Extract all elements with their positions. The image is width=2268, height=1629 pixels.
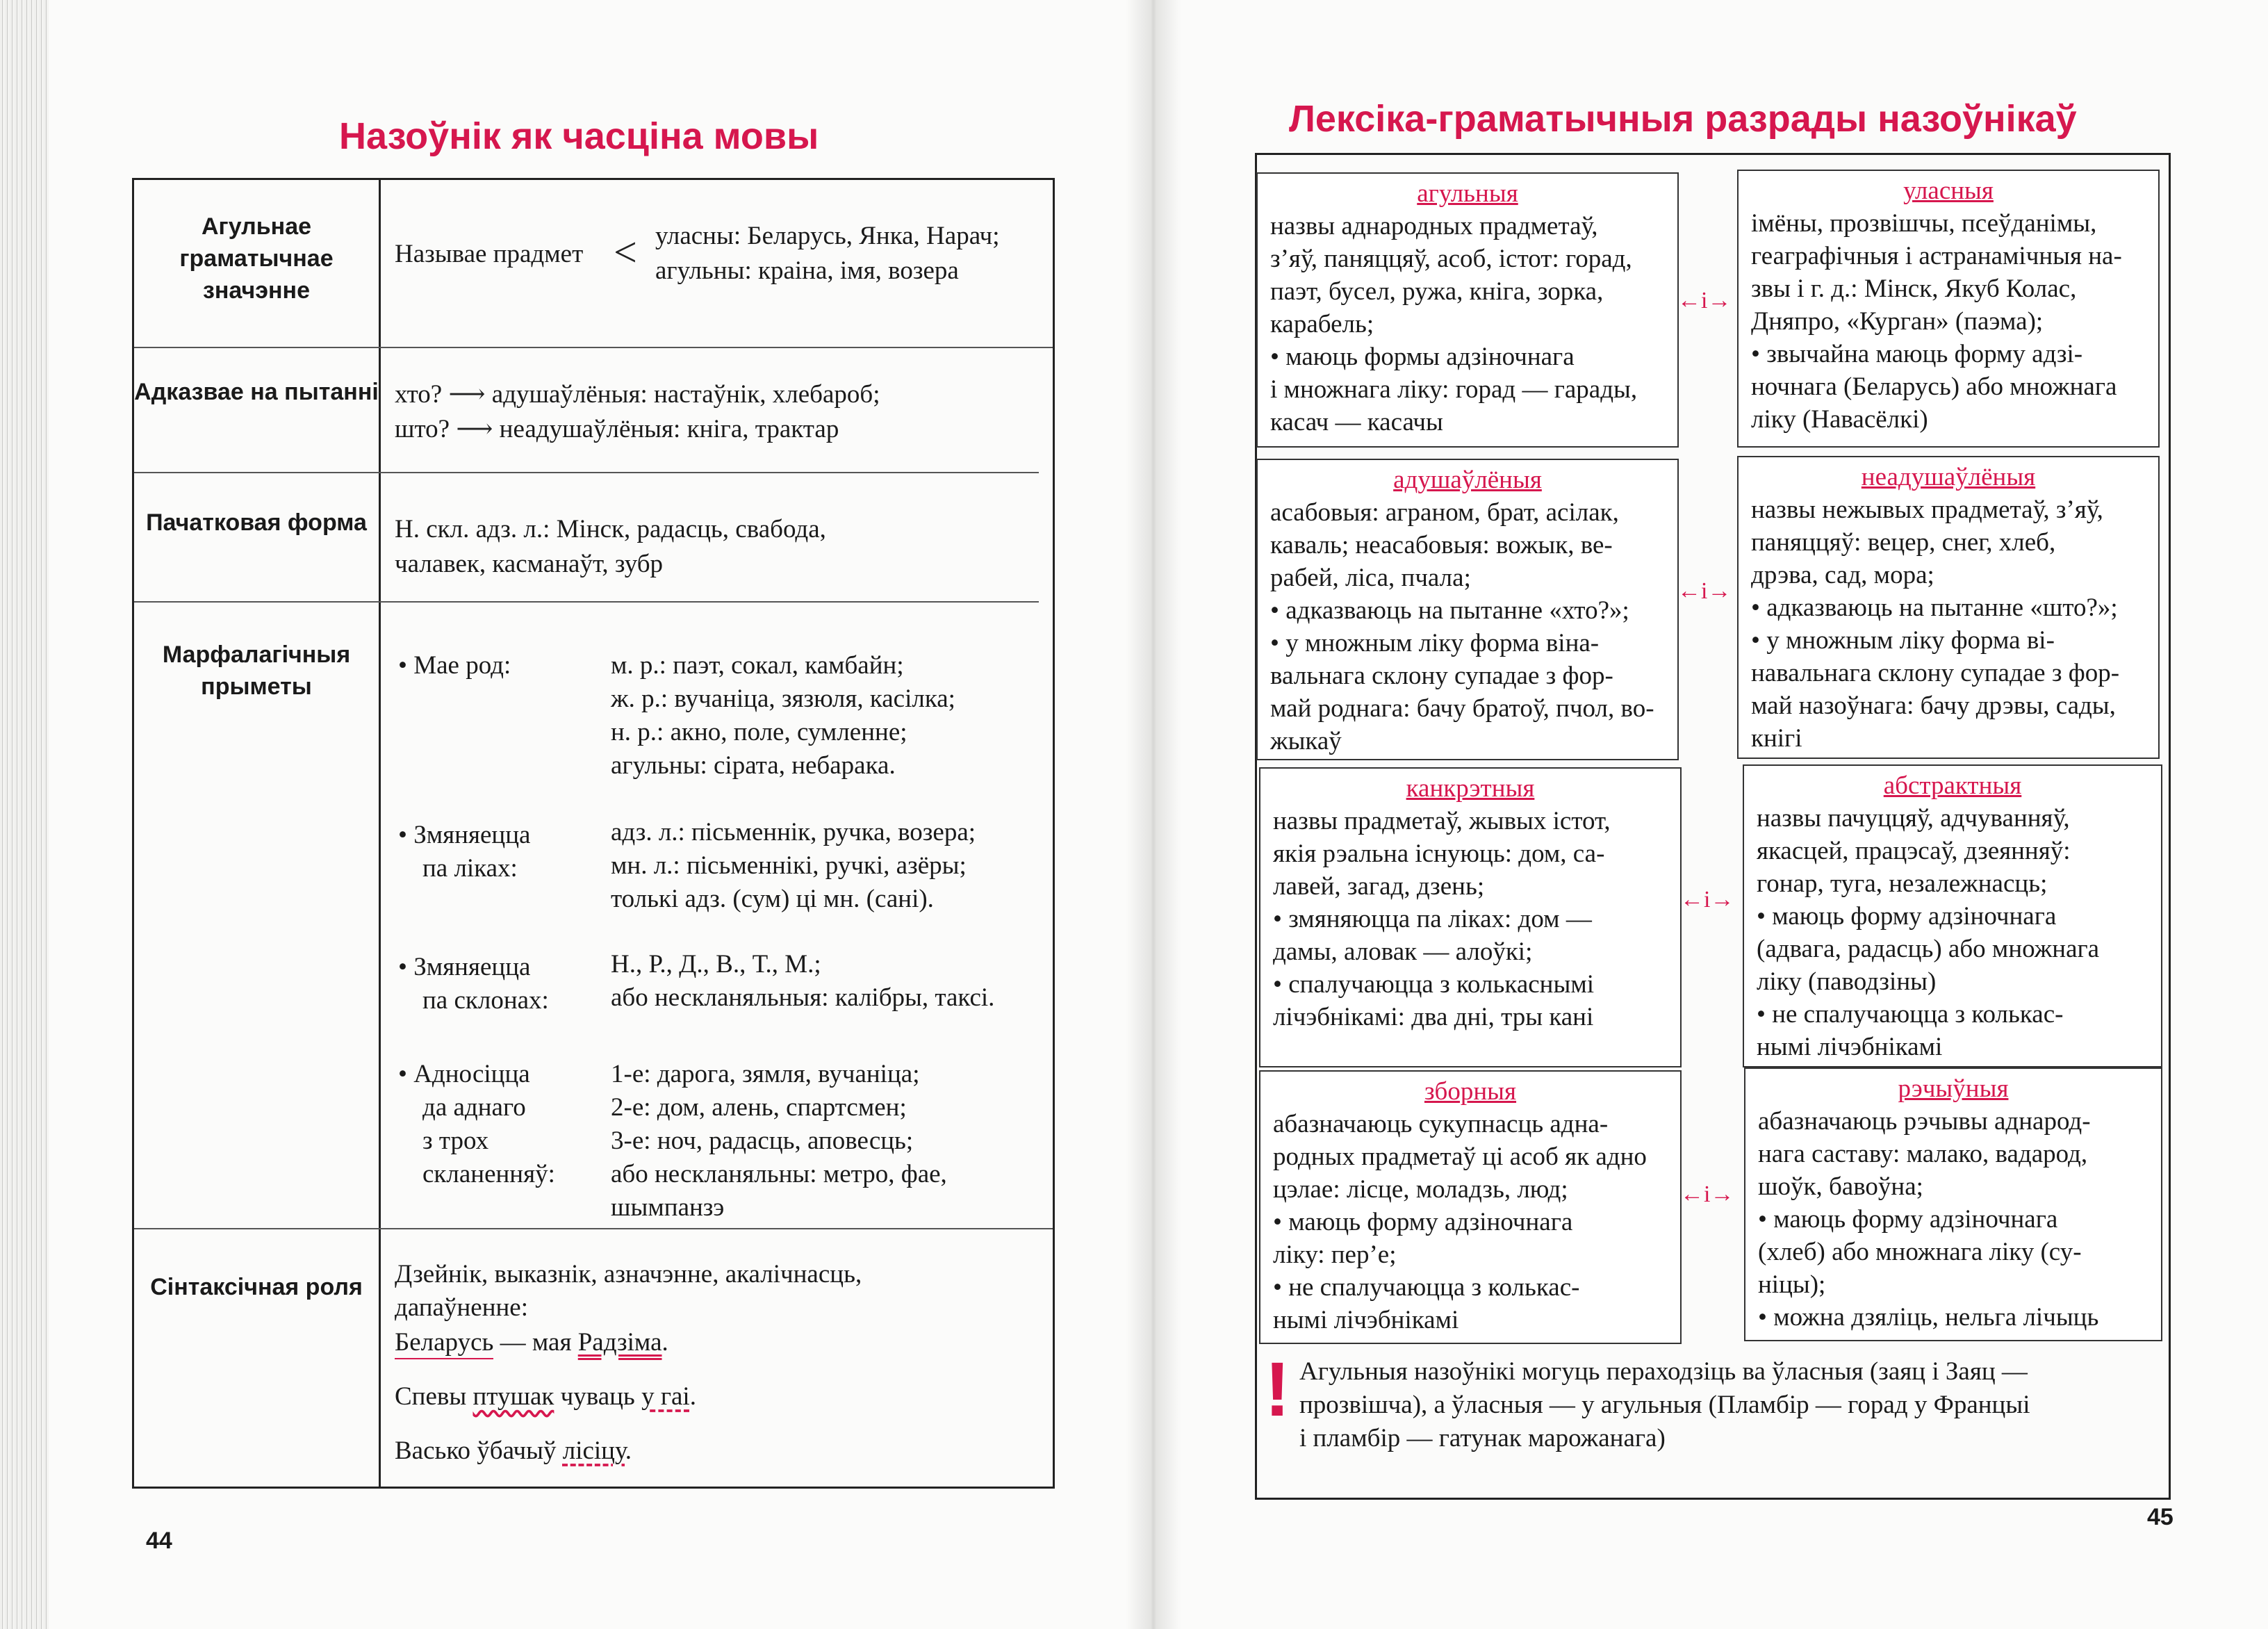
morph-head: • Адносіцца xyxy=(398,1060,530,1088)
category-box-concrete: канкрэтныя назвы прадметаў, жывых істот, якія рэальна існуюць: дом, са- лавей, загад, дзень; • змяняюцца па ліках: дом — дамы, аловак — алоўкі; • спалучаюцца з колькаснымі лічэбнікамі: два дні, тры кані xyxy=(1259,767,1682,1067)
box-line: карабель; xyxy=(1270,310,1374,338)
box-line: лавей, загад, дзень; xyxy=(1273,872,1485,901)
box-line: май роднага: бачу братоў, пчол, во- xyxy=(1270,694,1654,723)
box-line: каваль; неасабовыя: вожык, ве- xyxy=(1270,531,1613,559)
row-divider xyxy=(134,1228,1053,1229)
box-line: рабей, ліса, пчала; xyxy=(1270,564,1471,592)
split-arrow-icon: < xyxy=(614,229,637,275)
table-column-divider xyxy=(379,180,381,1487)
noun-properties-table xyxy=(132,178,1055,1489)
morph-head: • Мае род: xyxy=(398,651,511,680)
box-line: асабовыя: аграном, брат, асілак, xyxy=(1270,498,1619,527)
morph-line: агульны: сірата, небарака. xyxy=(611,751,896,780)
row-divider xyxy=(134,472,1039,473)
box-line: • маюць формы адзіночнага xyxy=(1270,343,1575,371)
question-line: хто? ⟶ адушаўлёныя: настаўнік, хлебароб; xyxy=(395,380,880,409)
morph-line: ж. р.: вучаніца, зязюля, касілка; xyxy=(611,685,955,713)
row-label-initial-form: Пачатковая форма xyxy=(146,509,367,536)
box-line: Дняпро, «Курган» (паэма); xyxy=(1751,307,2044,336)
category-box-common: агульныя назвы аднародных прадметаў, з’яў, паняццяў, асоб, істот: горад, паэт, бусел, ружа, кніга, зорка, карабель; • маюць формы адзіночнага і множнага ліку: горад — гарады, касач — касачы xyxy=(1256,172,1679,448)
category-box-animate: адушаўлёныя асабовыя: аграном, брат, асілак, каваль; неасабовыя: вожык, ве- рабей, ліса, пчала; • адказваюць на пытанне «хто?»; • у множным ліку форма віна- вальнага склону супадае з фор- май роднага: бачу братоў, пчол, во- жыкаў xyxy=(1256,459,1679,760)
arrow-right-icon: ⟶ xyxy=(456,415,493,443)
connector-arrows: ←і→ xyxy=(1680,887,1734,912)
box-line: цэлае: лісце, моладзь, люд; xyxy=(1273,1175,1568,1204)
box-line: вальнага склону супадае з фор- xyxy=(1270,662,1613,690)
category-box-abstract: абстрактныя назвы пачуццяў, адчуванняў, якасцей, працэсаў, дзеянняў: гонар, туга, незалежнасць; • маюць форму адзіночнага (адвага, радасць) або множнага ліку (паводзіны) • не спалучаюцца з колькас- нымі лічэбнікамі xyxy=(1743,764,2162,1067)
box-line: (хлеб) або множнага ліку (су- xyxy=(1758,1238,2082,1266)
row-divider xyxy=(134,601,1039,603)
box-line: нага саставу: малако, вадарод, xyxy=(1758,1140,2088,1168)
syntax-line: дапаўненне: xyxy=(395,1293,529,1322)
connector-arrows: ←і→ xyxy=(1677,578,1732,604)
connector-arrows: ←і→ xyxy=(1677,288,1732,313)
box-line: імёны, прозвішчы, псеўданімы, xyxy=(1751,209,2097,238)
connector-arrows: ←і→ xyxy=(1680,1181,1734,1207)
page-edges xyxy=(0,0,49,1629)
box-line: жыкаў xyxy=(1270,727,1342,755)
box-line: • у множным ліку форма віна- xyxy=(1270,629,1600,657)
box-line: з’яў, паняццяў, асоб, істот: горад, xyxy=(1270,245,1632,273)
initial-line: Н. скл. адз. л.: Мінск, радасць, свабода, xyxy=(395,515,826,543)
meaning-line: уласны: Беларусь, Янка, Нарач; xyxy=(655,222,1000,250)
box-line: назвы пачуццяў, адчуванняў, xyxy=(1757,804,2070,833)
box-line: ночнага (Беларусь) або множнага xyxy=(1751,373,2117,401)
box-line: • маюць форму адзіночнага xyxy=(1757,902,2057,931)
box-line: абазначаюць рэчывы аднарод- xyxy=(1758,1107,2091,1136)
question-line: што? ⟶ неадушаўлёныя: кніга, трактар xyxy=(395,415,839,443)
box-line: • змяняюцца па ліках: дом — xyxy=(1273,905,1592,933)
morph-head: з трох xyxy=(422,1127,489,1155)
right-page-number: 45 xyxy=(2147,1504,2174,1530)
meaning-lead: Называе прадмет xyxy=(395,240,584,268)
arrow-right-icon: ⟶ xyxy=(448,380,486,409)
syntax-line: Дзейнік, выказнік, азначэнне, акалічнасць, xyxy=(395,1260,862,1288)
box-line: • адказваюць на пытанне «хто?»; xyxy=(1270,596,1629,625)
category-box-proper: уласныя імёны, прозвішчы, псеўданімы, геаграфічныя і астранамічныя на- звы і г. д.: Мінск, Якуб Колас, Дняпро, «Курган» (паэма); • звычайна маюць форму адзі- ночнага (Беларусь) або множнага ліку (Навасёлкі) xyxy=(1737,170,2160,448)
box-line: лічэбнікамі: два дні, тры кані xyxy=(1273,1003,1594,1031)
syntax-example-2: Спевы птушак чуваць у гаі. xyxy=(395,1382,696,1411)
left-page-title: Назоўнік як часціна мовы xyxy=(339,115,819,157)
box-line: назвы аднародных прадметаў, xyxy=(1270,212,1598,240)
left-page-number: 44 xyxy=(146,1528,172,1554)
box-line: ліку (паводзіны) xyxy=(1757,967,1937,996)
box-line: • не спалучаюцца з колькас- xyxy=(1273,1273,1580,1302)
box-line: звы і г. д.: Мінск, Якуб Колас, xyxy=(1751,275,2077,303)
box-line: дамы, аловак — алоўкі; xyxy=(1273,938,1533,966)
box-line: ніцы); xyxy=(1758,1270,1826,1299)
morph-line: мн. л.: пісьменнікі, ручкі, азёры; xyxy=(611,851,967,880)
box-line: • спалучаюцца з колькаснымі xyxy=(1273,970,1595,999)
box-line: • звычайна маюць форму адзі- xyxy=(1751,340,2083,368)
morph-line: м. р.: паэт, сокал, камбайн; xyxy=(611,651,904,680)
meaning-line: агульны: краіна, імя, возера xyxy=(655,256,959,285)
morph-line: толькі адз. (сум) ці мн. (сані). xyxy=(611,885,934,913)
box-line: май назоўнага: бачу дрэвы, сады, xyxy=(1751,691,2116,720)
right-page-title: Лексіка-граматычныя разрады назоўнікаў xyxy=(1289,98,2077,140)
box-line: • у множным ліку форма ві- xyxy=(1751,626,2055,655)
box-line: • можна дзяліць, нельга лічыць xyxy=(1758,1303,2099,1332)
box-line: гонар, туга, незалежнасць; xyxy=(1757,869,2048,898)
box-line: ліку (Навасёлкі) xyxy=(1751,405,1928,434)
box-line: • не спалучаюцца з колькас- xyxy=(1757,1000,2064,1029)
row-label-meaning: Агульнае граматычнае значэнне xyxy=(179,213,334,304)
box-line: і множнага ліку: горад — гарады, xyxy=(1270,375,1638,404)
note-text: Агульныя назоўнікі могуць пераходзіць ва ўласныя (заяц і Заяц — прозвішча), а ўласныя — у агульныя (Пламбір — горад у Францыі і пламбір — гатунак марожанага) xyxy=(1299,1357,2030,1452)
box-line: нымі лічэбнікамі xyxy=(1273,1306,1459,1334)
morph-head: • Змяняецца xyxy=(398,821,531,849)
box-line: кнігі xyxy=(1751,724,1802,753)
row-label-question: Адказвае на пытанні xyxy=(134,379,379,405)
category-box-material: рэчыўныя абазначаюць рэчывы аднарод- нага саставу: малако, вадарод, шоўк, бавоўна; • маюць форму адзіночнага (хлеб) або множнага ліку (су- ніцы); • можна дзяліць, нельга лічыць xyxy=(1744,1067,2162,1341)
initial-line: чалавек, касманаўт, зубр xyxy=(395,550,664,578)
morph-head: па склонах: xyxy=(422,986,549,1015)
box-line: паэт, бусел, ружа, кніга, зорка, xyxy=(1270,277,1604,306)
box-line: геаграфічныя і астранамічныя на- xyxy=(1751,242,2122,270)
morph-line: адз. л.: пісьменнік, ручка, возера; xyxy=(611,818,976,846)
box-line: навальнага склону супадае з фор- xyxy=(1751,659,2120,687)
book-gutter xyxy=(1126,0,1181,1629)
box-line: назвы нежывых прадметаў, з’яў, xyxy=(1751,496,2103,524)
box-line: нымі лічэбнікамі xyxy=(1757,1033,1943,1061)
box-line: • адказваюць на пытанне «што?»; xyxy=(1751,594,2118,622)
box-line: назвы прадметаў, жывых істот, xyxy=(1273,807,1611,835)
morph-line: 3-е: ноч, радасць, аповесць; xyxy=(611,1127,914,1155)
morph-head: па ліках: xyxy=(422,854,518,883)
box-line: якасцей, працэсаў, дзеянняў: xyxy=(1757,837,2071,865)
box-line: дрэва, сад, мора; xyxy=(1751,561,1934,589)
row-label-morphology: Марфалагічныя прыметы xyxy=(162,641,351,700)
morph-line: або нескланяльныя: калібры, таксі. xyxy=(611,983,995,1012)
morph-head: • Змяняецца xyxy=(398,953,531,981)
morph-line: н. р.: акно, поле, сумленне; xyxy=(611,718,907,746)
morph-line: Н., Р., Д., В., Т., М.; xyxy=(611,950,821,979)
box-line: • маюць форму адзіночнага xyxy=(1758,1205,2058,1234)
box-line: якія рэальна існуюць: дом, са- xyxy=(1273,840,1605,868)
morph-line: 1-е: дарога, зямля, вучаніца; xyxy=(611,1060,920,1088)
morph-head: скланенняў: xyxy=(422,1160,555,1188)
row-label-syntax: Сінтаксічная роля xyxy=(150,1274,363,1300)
box-line: • маюць форму адзіночнага xyxy=(1273,1208,1573,1236)
box-line: паняццяў: вецер, снег, хлеб, xyxy=(1751,528,2056,557)
category-box-collective: зборныя абазначаюць сукупнасць адна- родных прадметаў ці асоб як адно цэлае: лісце, моладзь, люд; • маюць форму адзіночнага ліку: пер’е; • не спалучаюцца з колькас- нымі лічэбнікамі xyxy=(1259,1070,1682,1344)
box-line: (адвага, радасць) або множнага xyxy=(1757,935,2100,963)
row-divider xyxy=(134,347,1053,348)
morph-line: 2-е: дом, алень, спартсмен; xyxy=(611,1093,907,1122)
syntax-example-3: Васько ўбачыў лісіцу. xyxy=(395,1436,632,1465)
morph-line: шымпанзэ xyxy=(611,1193,725,1222)
box-line: родных прадметаў ці асоб як адно xyxy=(1273,1143,1647,1171)
morph-line: або нескланяльны: метро, фае, xyxy=(611,1160,947,1188)
category-box-inanimate: неадушаўлёныя назвы нежывых прадметаў, з’яў, паняццяў: вецер, снег, хлеб, дрэва, сад, мора; • адказваюць на пытанне «што?»; • у множным ліку форма ві- навальнага склону супадае з фор- май назоўнага: бачу дрэвы, сады, кнігі xyxy=(1737,456,2160,759)
exclamation-icon: ! xyxy=(1265,1347,1290,1432)
box-line: абазначаюць сукупнасць адна- xyxy=(1273,1110,1609,1138)
box-line: касач — касачы xyxy=(1270,408,1443,436)
morph-head: да аднаго xyxy=(422,1093,526,1122)
box-line: шоўк, бавоўна; xyxy=(1758,1172,1923,1201)
syntax-example-1: Беларусь — мая Радзіма. xyxy=(395,1325,668,1360)
box-line: ліку: пер’е; xyxy=(1273,1241,1397,1269)
